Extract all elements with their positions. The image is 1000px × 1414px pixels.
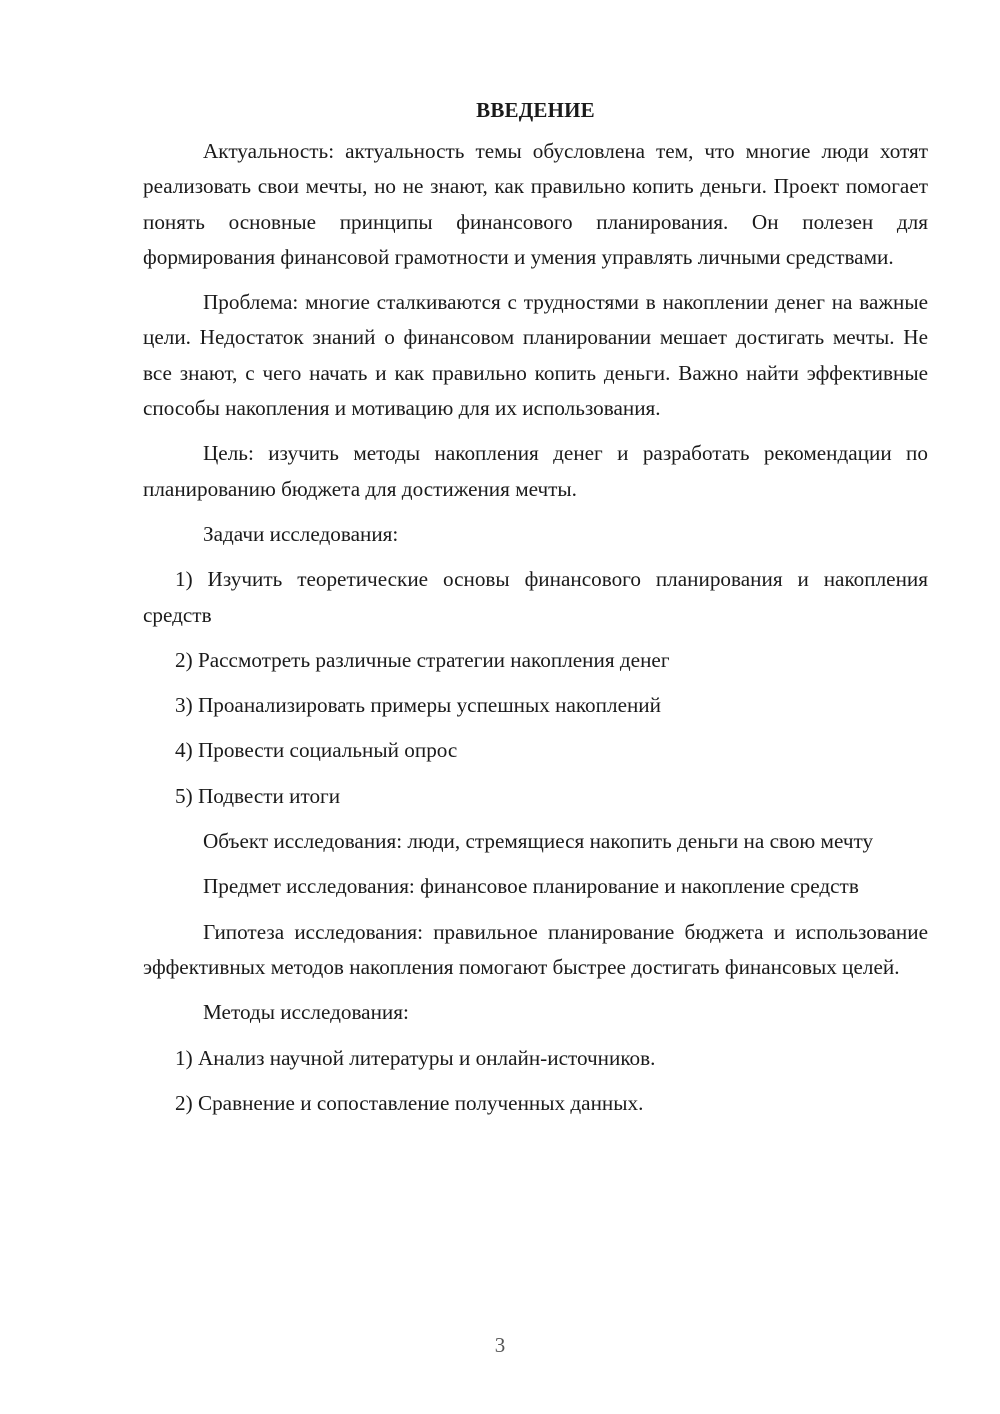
page-number: 3 xyxy=(494,1333,506,1357)
methods-title: Методы исследования: xyxy=(203,1000,409,1025)
task-item-3: 3) Проанализировать примеры успешных накоплений xyxy=(175,693,661,718)
task-item-1: 1) Изучить теоретические основы финансового планирования и накопления средств xyxy=(143,567,928,627)
document-page xyxy=(143,92,928,1131)
tasks-title: Задачи исследования: xyxy=(203,521,399,546)
task-item-2: 2) Рассмотреть различные стратегии накопления денег xyxy=(175,647,670,672)
section-heading: ВВЕДЕНИЕ xyxy=(476,98,595,122)
goal-paragraph: Цель: изучить методы накопления денег и разработать рекомендации по планированию бюджета для достижения мечты. xyxy=(143,441,928,501)
method-item-1: 1) Анализ научной литературы и онлайн-источников. xyxy=(175,1045,656,1070)
relevance-paragraph: Актуальность: актуальность темы обусловлена тем, что многие люди хотят реализовать свои мечты, но не знают, как правильно копить деньги. Проект помогает понять основные принципы финансового планирования. Он полезен для формирования финансовой грамотности и умения управлять личными средствами. xyxy=(143,139,928,269)
task-item-5: 5) Подвести итоги xyxy=(175,783,341,808)
object-paragraph: Объект исследования: люди, стремящиеся накопить деньги на свою мечту xyxy=(203,829,874,854)
subject-paragraph: Предмет исследования: финансовое планирование и накопление средств xyxy=(203,874,859,899)
task-item-4: 4) Провести социальный опрос xyxy=(175,738,458,763)
method-item-2: 2) Сравнение и сопоставление полученных данных. xyxy=(175,1090,644,1115)
problem-paragraph: Проблема: многие сталкиваются с трудностями в накоплении денег на важные цели. Недостаток знаний о финансовом планировании мешает достигать мечты. Не все знают, с чего начать и как правильно копить деньги. Важно найти эффективные способы накопления и мотивацию для их использования. xyxy=(143,290,928,421)
hypothesis-paragraph: Гипотеза исследования: правильное планирование бюджета и использование эффективных методов накопления помогают быстрее достигать финансовых целей. xyxy=(143,919,928,979)
